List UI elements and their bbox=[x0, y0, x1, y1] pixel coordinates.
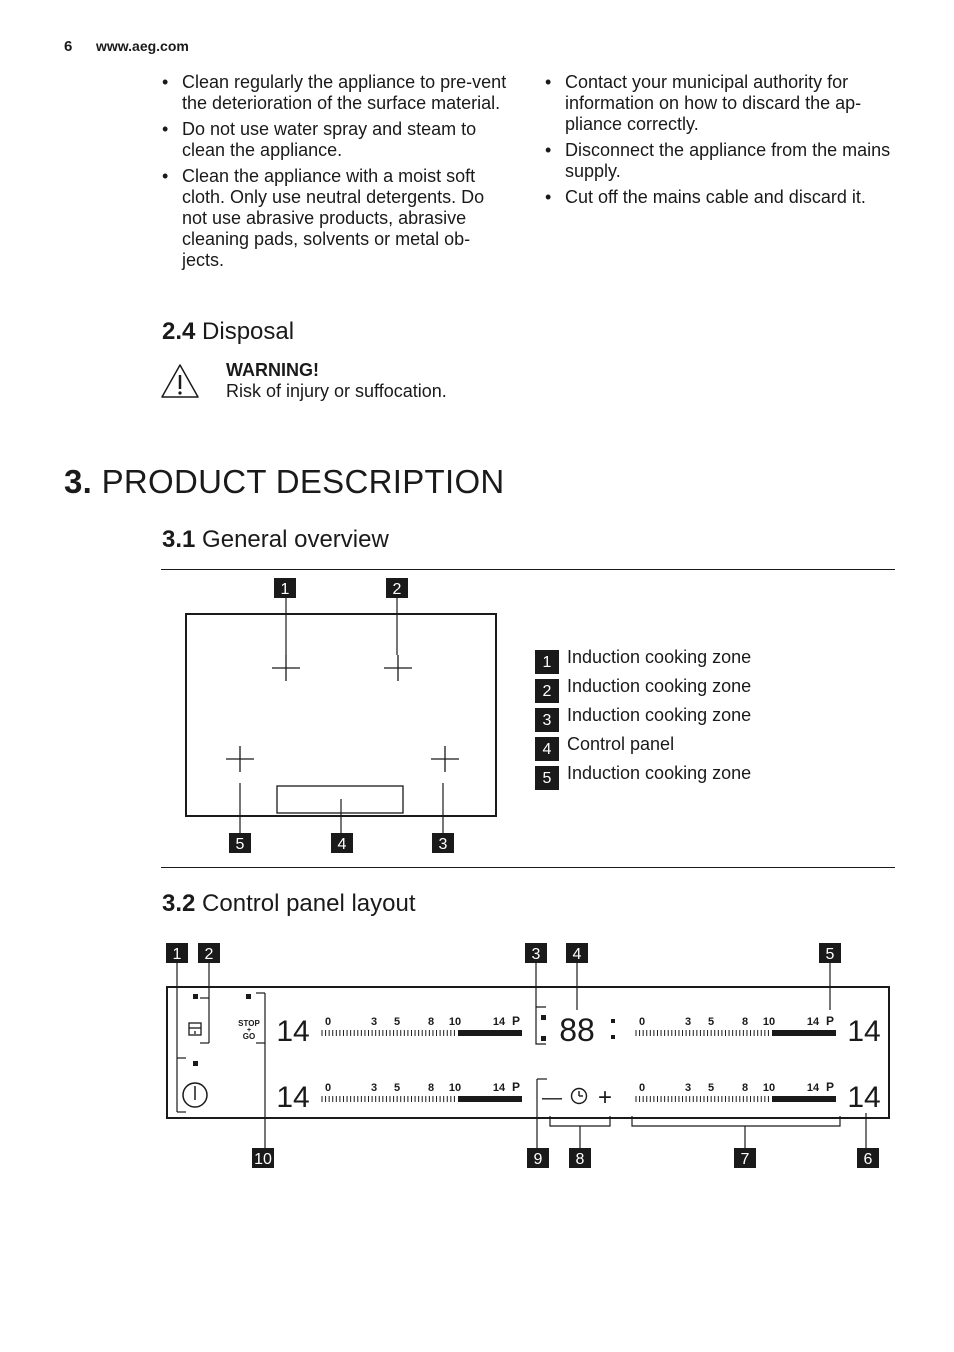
panel-heading bbox=[162, 890, 416, 918]
callout-1: 1 bbox=[280, 581, 290, 598]
cleaning-list-right bbox=[545, 72, 895, 213]
scale-label: 0 bbox=[638, 1082, 646, 1094]
indicator-led bbox=[193, 1061, 198, 1066]
control-panel-box bbox=[277, 786, 403, 813]
section-number: 3.2 bbox=[162, 890, 196, 917]
scale-label: 10 bbox=[762, 1016, 776, 1028]
legend-label: Induction cooking zone bbox=[567, 705, 752, 725]
legend-number: 5 bbox=[535, 766, 559, 790]
section-rule bbox=[161, 569, 895, 570]
section-title: Disposal bbox=[202, 318, 295, 345]
cleaning-list-left bbox=[162, 72, 512, 276]
scale-label: 14 bbox=[492, 1016, 506, 1028]
warning-triangle-icon bbox=[160, 363, 200, 399]
scale-label: 0 bbox=[324, 1082, 332, 1094]
leader-lines bbox=[240, 598, 443, 833]
scale-label: 10 bbox=[448, 1082, 462, 1094]
indicator-led bbox=[541, 1015, 546, 1020]
legend-label: Induction cooking zone bbox=[567, 763, 752, 783]
stop-go-plus: + bbox=[246, 1027, 252, 1034]
list-item: • Clean the appliance with a moist soft cloth. Only use neutral detergents. Do not use abrasive products, abrasive cleaning pads, solvents or metal ob-jects. bbox=[162, 166, 512, 271]
plus-icon: + bbox=[597, 1084, 613, 1111]
lock-icon bbox=[189, 1023, 201, 1035]
scale-label: 8 bbox=[741, 1082, 749, 1094]
legend-label: Induction cooking zone bbox=[567, 647, 752, 667]
scale-label: 14 bbox=[806, 1016, 820, 1028]
scale-label: P bbox=[825, 1014, 835, 1028]
legend-number: 4 bbox=[535, 737, 559, 761]
timer-display bbox=[541, 1012, 615, 1048]
callout-3: 3 bbox=[438, 836, 448, 853]
indicator-led bbox=[246, 994, 251, 999]
scale-label: 0 bbox=[638, 1016, 646, 1028]
scale-label: 14 bbox=[806, 1082, 820, 1094]
colon-dot bbox=[611, 1035, 615, 1039]
callout-5: 5 bbox=[825, 946, 835, 963]
slider-bar bbox=[458, 1096, 522, 1102]
scale-label: 0 bbox=[324, 1016, 332, 1028]
list-item: • Disconnect the appliance from the mains supply. bbox=[545, 140, 895, 182]
scale-label: 3 bbox=[684, 1082, 692, 1094]
slider-bar bbox=[772, 1096, 836, 1102]
scale-label: 10 bbox=[448, 1016, 462, 1028]
scale-label: P bbox=[511, 1014, 521, 1028]
legend-label: Control panel bbox=[567, 734, 675, 754]
power-icon bbox=[183, 1083, 207, 1107]
section-rule bbox=[161, 867, 895, 868]
front-right-display: 14 bbox=[847, 1081, 881, 1114]
section-title: General overview bbox=[202, 526, 389, 553]
warning-title: WARNING! bbox=[226, 360, 319, 380]
minus-icon: — bbox=[542, 1087, 562, 1109]
callout-10: 10 bbox=[254, 1151, 272, 1168]
page-number: 6 bbox=[64, 38, 73, 55]
scale-label: 5 bbox=[393, 1082, 401, 1094]
header-url: www.aeg.com bbox=[96, 38, 189, 54]
callout-2: 2 bbox=[204, 946, 214, 963]
chapter-title: PRODUCT DESCRIPTION bbox=[101, 463, 505, 500]
timer-controls bbox=[542, 1084, 612, 1111]
callout-8: 8 bbox=[575, 1151, 585, 1168]
stop-go-top: STOP bbox=[238, 1019, 260, 1028]
scale-label: 14 bbox=[492, 1082, 506, 1094]
callout-9: 9 bbox=[533, 1151, 543, 1168]
indicator-led bbox=[541, 1036, 546, 1041]
legend-number: 1 bbox=[535, 650, 559, 674]
timer-value: 88 bbox=[559, 1012, 595, 1048]
scale-label: 5 bbox=[393, 1016, 401, 1028]
control-panel-diagram bbox=[0, 940, 954, 1180]
callout-4: 4 bbox=[337, 836, 347, 853]
warning-text: Risk of injury or suffocation. bbox=[226, 381, 447, 401]
scale-label: 8 bbox=[427, 1082, 435, 1094]
scale-label: 5 bbox=[707, 1082, 715, 1094]
overview-heading bbox=[162, 526, 389, 554]
scale-label: 8 bbox=[427, 1016, 435, 1028]
front-left-display: 14 bbox=[276, 1081, 310, 1114]
chapter-heading bbox=[64, 463, 505, 501]
list-item: • Do not use water spray and steam to clean the appliance. bbox=[162, 119, 512, 161]
list-item: • Clean regularly the appliance to pre-vent the deterioration of the surface material. bbox=[162, 72, 512, 114]
rear-right-display: 14 bbox=[847, 1015, 881, 1048]
scale-label: 3 bbox=[370, 1082, 378, 1094]
section-number: 3.1 bbox=[162, 526, 196, 553]
rear-left-display: 14 bbox=[276, 1015, 310, 1048]
callout-3: 3 bbox=[531, 946, 541, 963]
callout-6: 6 bbox=[863, 1151, 873, 1168]
leader-lines bbox=[177, 963, 866, 1148]
scale-label: 3 bbox=[370, 1016, 378, 1028]
list-item: • Contact your municipal authority for information on how to discard the ap-pliance correctly. bbox=[545, 72, 895, 135]
callout-2: 2 bbox=[392, 581, 402, 598]
section-title: Control panel layout bbox=[202, 890, 416, 917]
hob-overview-diagram bbox=[170, 575, 510, 860]
disposal-heading bbox=[162, 318, 294, 346]
colon-dot bbox=[611, 1019, 615, 1023]
section-number: 2.4 bbox=[162, 318, 196, 345]
scale-label: 3 bbox=[684, 1016, 692, 1028]
zone-crosses bbox=[226, 655, 459, 772]
slider-bar bbox=[772, 1030, 836, 1036]
chapter-number: 3. bbox=[64, 463, 93, 500]
scale-label: 10 bbox=[762, 1082, 776, 1094]
left-controls bbox=[183, 994, 260, 1107]
legend-label: Induction cooking zone bbox=[567, 676, 752, 696]
indicator-led bbox=[193, 994, 198, 999]
stop-go-bottom: GO bbox=[242, 1032, 256, 1041]
legend-number: 3 bbox=[535, 708, 559, 732]
scale-label: 5 bbox=[707, 1016, 715, 1028]
callout-4: 4 bbox=[572, 946, 582, 963]
slider-bar bbox=[458, 1030, 522, 1036]
callout-7: 7 bbox=[740, 1151, 750, 1168]
callout-1: 1 bbox=[172, 946, 182, 963]
legend-number: 2 bbox=[535, 679, 559, 703]
clock-icon bbox=[572, 1089, 587, 1104]
scale-label: P bbox=[511, 1080, 521, 1094]
callout-5: 5 bbox=[235, 836, 245, 853]
scale-label: P bbox=[825, 1080, 835, 1094]
scale-label: 8 bbox=[741, 1016, 749, 1028]
list-item: • Cut off the mains cable and discard it. bbox=[545, 187, 895, 208]
